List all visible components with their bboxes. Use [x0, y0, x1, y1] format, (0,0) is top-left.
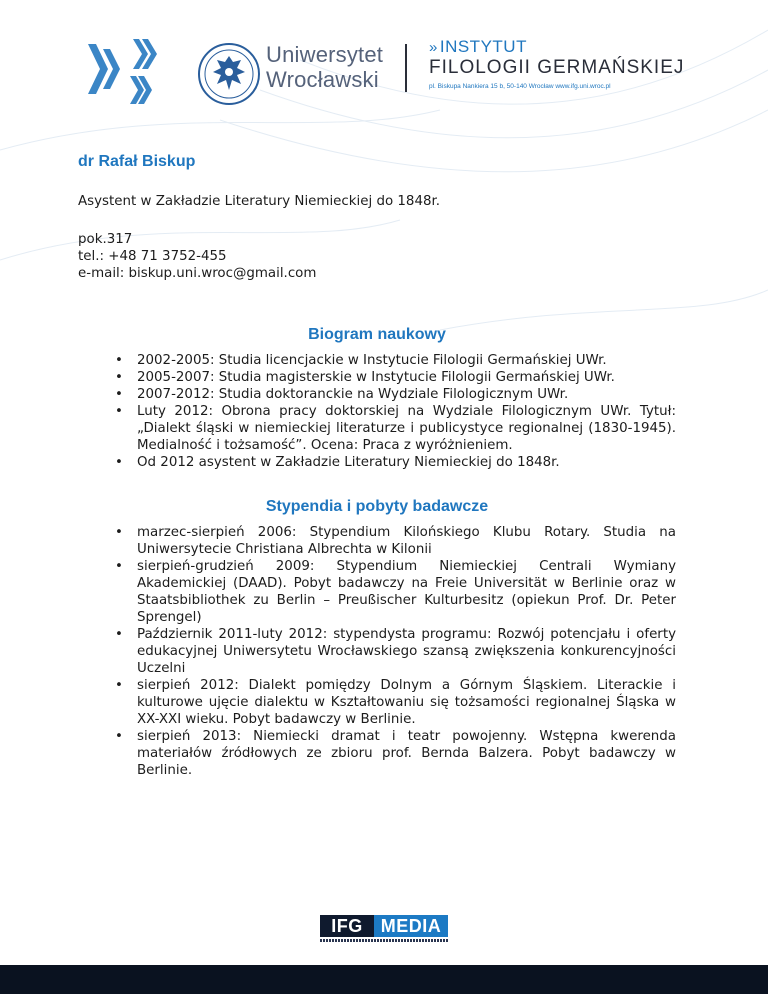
letterhead	[0, 0, 768, 130]
footer-bar	[0, 965, 768, 994]
list-item: • 2002-2005: Studia licencjackie w Instytucie Filologii Germańskiej UWr.	[137, 352, 676, 369]
list-item: • Luty 2012: Obrona pracy doktorskiej na Wydziale Filologicznym UWr. Tytuł: „Dialekt śląski w niemieckiej literaturze i publicystyce regionalnej (1830-1945). Medialność i tożsamość”. Ocena: Praca z wyróżnieniem.	[137, 403, 676, 454]
contact-phone: tel.: +48 71 3752-455	[78, 249, 227, 264]
list-item: • 2005-2007: Studia magisterskie w Instytucie Filologii Germańskiej UWr.	[137, 369, 676, 386]
contact-info	[78, 231, 676, 282]
institute-block	[429, 38, 684, 93]
contact-email[interactable]: e-mail: biskup.uni.wroc@gmail.com	[78, 266, 317, 281]
ifg-media-wordmark	[320, 915, 448, 937]
list-item: • Od 2012 asystent w Zakładzie Literatury Niemieckiej do 1848r.	[137, 454, 676, 471]
list-item: • Październik 2011-luty 2012: stypendysta programu: Rozwój potencjału i oferty edukacyjnej Uniwersytetu Wrocławskiego szansą zwiększenia konkurencyjności Uczelni	[137, 626, 676, 677]
institute-line2: FILOLOGII GERMAŃSKIEJ	[429, 57, 685, 78]
institute-address: pl. Biskupa Nankiera 15 b, 50-140 Wrocław www.ifg.uni.wroc.pl	[429, 83, 611, 90]
main-content	[78, 150, 676, 779]
biogram-list	[78, 352, 676, 471]
university-name	[266, 42, 383, 92]
person-position: Asystent w Zakładzie Literatury Niemieckiej do 1848r.	[78, 194, 441, 209]
list-item: • sierpień-grudzień 2009: Stypendium Niemieckiej Centrali Wymiany Akademickiej (DAAD). Pobyt badawczy na Freie Universität w Berlinie oraz w Staatsbibliothek zu Berlin – Preußischer Kulturbesitz (opiekun Prof. Dr. Peter Sprengel)	[137, 558, 676, 626]
list-item: • sierpień 2012: Dialekt pomiędzy Dolnym a Górnym Śląskiem. Literackie i kulturowe ujęcie dialektu w Kształtowaniu się tożsamości regionalnej Śląska w XX-XXI wieku. Pobyt badawczy w Berlinie.	[137, 677, 676, 728]
stypendia-heading: Stypendia i pobyty badawcze	[265, 498, 489, 515]
person-name: dr Rafał Biskup	[78, 153, 196, 170]
biogram-heading: Biogram naukowy	[308, 326, 446, 343]
double-chevron-icon: »	[429, 39, 438, 56]
contact-room: pok.317	[78, 232, 133, 247]
logo-subline	[320, 939, 448, 942]
ifg-media-logo	[320, 915, 448, 945]
institute-line1: » INSTYTUT	[429, 37, 527, 56]
logo-ifg-text: IFG	[320, 915, 374, 937]
list-item: • 2007-2012: Studia doktoranckie na Wydziale Filologicznym UWr.	[137, 386, 676, 403]
university-name-line2: Wrocławski	[266, 67, 379, 92]
logo-media-text: MEDIA	[374, 915, 448, 937]
university-name-line1: Uniwersytet	[266, 42, 384, 67]
list-item: • marzec-sierpień 2006: Stypendium Kilońskiego Klubu Rotary. Studia na Uniwersytecie Christiana Albrechta w Kilonii	[137, 524, 676, 558]
stypendia-list	[78, 524, 676, 779]
chevrons-logo-icon	[88, 36, 168, 106]
header-divider	[405, 44, 407, 92]
university-seal-icon	[197, 42, 261, 106]
list-item: • sierpień 2013: Niemiecki dramat i teatr powojenny. Wstępna kwerenda materiałów źródłowych ze zbioru prof. Bernda Balzera. Pobyt badawczy w Berlinie.	[137, 728, 676, 779]
